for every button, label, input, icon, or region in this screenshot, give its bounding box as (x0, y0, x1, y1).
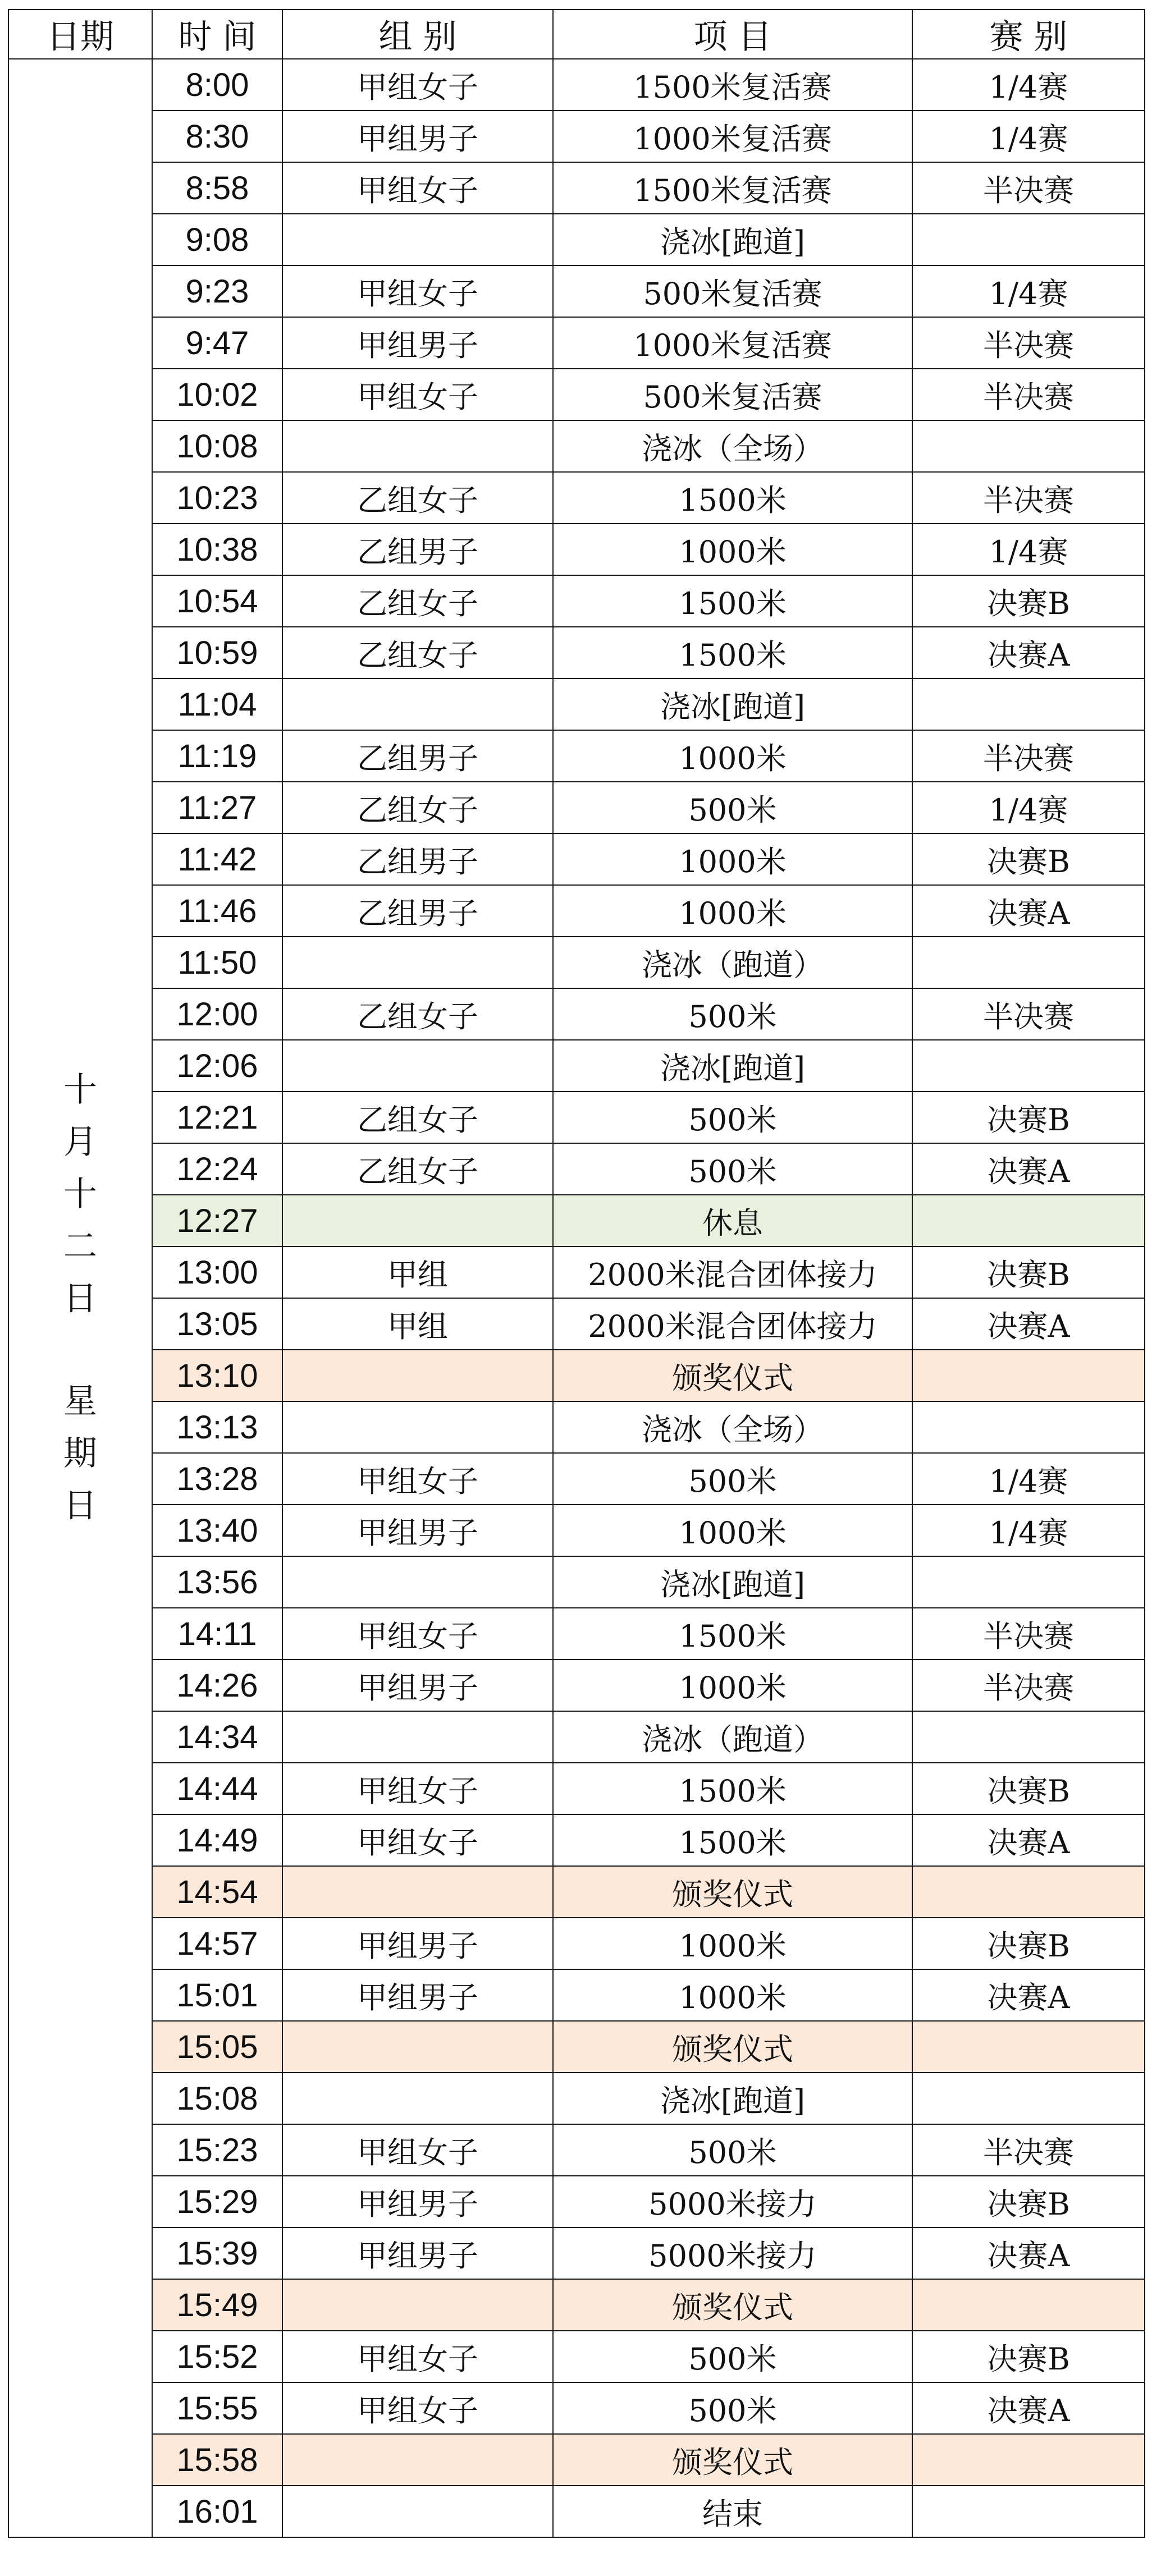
round-cell (912, 1040, 1145, 1092)
header-group: 组 别 (282, 10, 553, 59)
date-char: 月 (63, 1122, 97, 1162)
header-round: 赛 别 (912, 10, 1145, 59)
time-cell: 14:44 (152, 1763, 282, 1814)
group-cell: 乙组女子 (282, 1143, 553, 1195)
round-cell (912, 420, 1145, 472)
table-row (8, 420, 1145, 472)
table-row (8, 1969, 1145, 2021)
time-cell: 15:05 (152, 2021, 282, 2073)
round-cell: 决赛A (912, 2227, 1145, 2279)
event-cell: 颁奖仪式 (553, 1350, 912, 1401)
event-cell: 500米 (553, 782, 912, 833)
event-cell: 浇冰[跑道] (553, 2073, 912, 2124)
round-cell (912, 214, 1145, 265)
time-cell: 10:54 (152, 575, 282, 627)
table-row (8, 2021, 1145, 2073)
round-cell: 决赛B (912, 1918, 1145, 1969)
event-cell: 1000米 (553, 833, 912, 885)
table-row (8, 1143, 1145, 1195)
event-cell: 500米 (553, 2124, 912, 2176)
time-cell: 12:21 (152, 1092, 282, 1143)
time-cell: 12:06 (152, 1040, 282, 1092)
event-cell: 颁奖仪式 (553, 2279, 912, 2331)
table-row (8, 162, 1145, 214)
event-cell: 浇冰（全场） (553, 1401, 912, 1453)
date-char: 日 (63, 1279, 97, 1318)
header-event: 项 目 (553, 10, 912, 59)
group-cell: 甲组女子 (282, 2331, 553, 2382)
time-cell: 11:42 (152, 833, 282, 885)
round-cell: 半决赛 (912, 730, 1145, 782)
round-cell (912, 1556, 1145, 1608)
event-cell: 1000米 (553, 1505, 912, 1556)
table-row (8, 1711, 1145, 1763)
weekday-char: 日 (63, 1486, 97, 1525)
time-cell: 13:28 (152, 1453, 282, 1505)
event-cell: 浇冰[跑道] (553, 679, 912, 730)
table-row (8, 2434, 1145, 2486)
table-row (8, 1763, 1145, 1814)
round-cell: 1/4赛 (912, 111, 1145, 162)
group-cell (282, 937, 553, 988)
group-cell: 乙组男子 (282, 885, 553, 937)
round-cell: 决赛B (912, 1246, 1145, 1298)
group-cell: 乙组女子 (282, 1092, 553, 1143)
table-row (8, 214, 1145, 265)
group-cell: 甲组女子 (282, 2124, 553, 2176)
event-cell: 1000米复活赛 (553, 111, 912, 162)
round-cell: 决赛B (912, 575, 1145, 627)
round-cell: 半决赛 (912, 162, 1145, 214)
event-cell: 500米复活赛 (553, 265, 912, 317)
table-row (8, 317, 1145, 369)
group-cell: 乙组女子 (282, 472, 553, 524)
event-cell: 1000米 (553, 730, 912, 782)
group-cell: 甲组男子 (282, 1660, 553, 1711)
time-cell: 12:24 (152, 1143, 282, 1195)
round-cell: 决赛B (912, 2176, 1145, 2227)
time-cell: 9:08 (152, 214, 282, 265)
time-cell: 11:46 (152, 885, 282, 937)
table-row (8, 265, 1145, 317)
group-cell (282, 420, 553, 472)
table-row (8, 1453, 1145, 1505)
schedule-sheet (8, 9, 1144, 2538)
time-cell: 10:38 (152, 524, 282, 575)
date-cell (8, 59, 152, 2537)
time-cell: 11:50 (152, 937, 282, 988)
group-cell: 甲组 (282, 1246, 553, 1298)
table-row (8, 679, 1145, 730)
table-row (8, 1660, 1145, 1711)
time-cell: 14:57 (152, 1918, 282, 1969)
table-row (8, 885, 1145, 937)
round-cell: 决赛B (912, 1092, 1145, 1143)
time-cell: 13:00 (152, 1246, 282, 1298)
group-cell (282, 1711, 553, 1763)
event-cell: 500米复活赛 (553, 369, 912, 420)
event-cell: 1500米 (553, 1814, 912, 1866)
time-cell: 13:13 (152, 1401, 282, 1453)
group-cell: 甲组女子 (282, 162, 553, 214)
table-row (8, 472, 1145, 524)
round-cell (912, 2486, 1145, 2537)
time-cell: 10:23 (152, 472, 282, 524)
event-cell: 1500米 (553, 472, 912, 524)
time-cell: 14:54 (152, 1866, 282, 1918)
time-cell: 15:39 (152, 2227, 282, 2279)
group-cell: 甲组女子 (282, 1608, 553, 1660)
group-cell: 甲组男子 (282, 2227, 553, 2279)
event-cell: 1500米 (553, 1608, 912, 1660)
round-cell: 半决赛 (912, 1608, 1145, 1660)
header-date: 日期 (8, 10, 152, 59)
round-cell: 半决赛 (912, 472, 1145, 524)
round-cell: 半决赛 (912, 1660, 1145, 1711)
table-row (8, 59, 1145, 111)
group-cell: 乙组女子 (282, 782, 553, 833)
group-cell: 乙组男子 (282, 524, 553, 575)
time-cell: 13:10 (152, 1350, 282, 1401)
round-cell (912, 679, 1145, 730)
round-cell: 决赛A (912, 1969, 1145, 2021)
event-cell: 1500米 (553, 1763, 912, 1814)
group-cell: 甲组女子 (282, 1763, 553, 1814)
round-cell (912, 2073, 1145, 2124)
time-cell: 11:19 (152, 730, 282, 782)
round-cell: 决赛A (912, 885, 1145, 937)
round-cell (912, 2021, 1145, 2073)
event-cell: 1000米 (553, 885, 912, 937)
round-cell (912, 2279, 1145, 2331)
round-cell: 1/4赛 (912, 524, 1145, 575)
time-cell: 16:01 (152, 2486, 282, 2537)
event-cell: 1000米 (553, 524, 912, 575)
group-cell (282, 1556, 553, 1608)
group-cell: 甲组男子 (282, 317, 553, 369)
table-row (8, 937, 1145, 988)
event-cell: 500米 (553, 2382, 912, 2434)
round-cell: 决赛A (912, 627, 1145, 679)
event-cell: 颁奖仪式 (553, 2434, 912, 2486)
time-cell: 11:27 (152, 782, 282, 833)
table-row (8, 2331, 1145, 2382)
table-row (8, 1556, 1145, 1608)
group-cell (282, 2279, 553, 2331)
round-cell: 1/4赛 (912, 59, 1145, 111)
round-cell: 1/4赛 (912, 265, 1145, 317)
event-cell: 2000米混合团体接力 (553, 1246, 912, 1298)
round-cell: 决赛B (912, 2331, 1145, 2382)
round-cell: 半决赛 (912, 369, 1145, 420)
group-cell: 甲组男子 (282, 1505, 553, 1556)
schedule-table (8, 9, 1145, 2538)
round-cell (912, 1866, 1145, 1918)
event-cell: 1000米 (553, 1969, 912, 2021)
time-cell: 8:30 (152, 111, 282, 162)
event-cell: 500米 (553, 988, 912, 1040)
group-cell: 乙组女子 (282, 575, 553, 627)
group-cell: 甲组 (282, 1298, 553, 1350)
event-cell: 5000米接力 (553, 2176, 912, 2227)
time-cell: 15:23 (152, 2124, 282, 2176)
event-cell: 500米 (553, 1453, 912, 1505)
time-cell: 15:01 (152, 1969, 282, 2021)
round-cell: 半决赛 (912, 2124, 1145, 2176)
round-cell: 1/4赛 (912, 782, 1145, 833)
round-cell: 决赛B (912, 1763, 1145, 1814)
event-cell: 浇冰（全场） (553, 420, 912, 472)
table-row (8, 1505, 1145, 1556)
time-cell: 14:11 (152, 1608, 282, 1660)
time-cell: 13:56 (152, 1556, 282, 1608)
round-cell: 半决赛 (912, 317, 1145, 369)
date-char: 二 (63, 1227, 97, 1266)
time-cell: 10:08 (152, 420, 282, 472)
time-cell: 15:49 (152, 2279, 282, 2331)
date-char: 十 (63, 1070, 97, 1110)
table-row (8, 1195, 1145, 1246)
event-cell: 颁奖仪式 (553, 1866, 912, 1918)
table-row (8, 2227, 1145, 2279)
header-row (8, 10, 1145, 59)
event-cell: 500米 (553, 1143, 912, 1195)
table-row (8, 1246, 1145, 1298)
group-cell: 甲组男子 (282, 1969, 553, 2021)
time-cell: 13:05 (152, 1298, 282, 1350)
round-cell: 决赛A (912, 1814, 1145, 1866)
event-cell: 颁奖仪式 (553, 2021, 912, 2073)
group-cell (282, 2073, 553, 2124)
group-cell (282, 1350, 553, 1401)
table-row (8, 2124, 1145, 2176)
group-cell: 甲组女子 (282, 1814, 553, 1866)
table-row (8, 782, 1145, 833)
table-row (8, 833, 1145, 885)
weekday-char: 星 (63, 1382, 97, 1421)
table-row (8, 111, 1145, 162)
group-cell (282, 1866, 553, 1918)
table-row (8, 1918, 1145, 1969)
date-char: 十 (63, 1175, 97, 1214)
event-cell: 浇冰[跑道] (553, 1556, 912, 1608)
event-cell: 5000米接力 (553, 2227, 912, 2279)
table-row (8, 524, 1145, 575)
round-cell: 决赛B (912, 833, 1145, 885)
event-cell: 1500米复活赛 (553, 59, 912, 111)
time-cell: 15:29 (152, 2176, 282, 2227)
event-cell: 500米 (553, 1092, 912, 1143)
group-cell: 甲组女子 (282, 265, 553, 317)
table-row (8, 1350, 1145, 1401)
time-cell: 10:59 (152, 627, 282, 679)
table-row (8, 2486, 1145, 2537)
table-row (8, 988, 1145, 1040)
table-row (8, 369, 1145, 420)
group-cell: 甲组女子 (282, 369, 553, 420)
table-row (8, 1298, 1145, 1350)
table-row (8, 2073, 1145, 2124)
schedule-body (8, 59, 1145, 2537)
weekday-char: 期 (63, 1434, 97, 1473)
table-row (8, 1401, 1145, 1453)
date-vertical-text (9, 1064, 152, 1532)
time-cell: 8:58 (152, 162, 282, 214)
table-row (8, 627, 1145, 679)
time-cell: 13:40 (152, 1505, 282, 1556)
event-cell: 浇冰[跑道] (553, 1040, 912, 1092)
header-time: 时 间 (152, 10, 282, 59)
time-cell: 14:34 (152, 1711, 282, 1763)
group-cell: 乙组女子 (282, 627, 553, 679)
group-cell: 甲组女子 (282, 2382, 553, 2434)
group-cell: 甲组女子 (282, 59, 553, 111)
group-cell (282, 1195, 553, 1246)
group-cell: 乙组男子 (282, 730, 553, 782)
group-cell: 甲组男子 (282, 2176, 553, 2227)
event-cell: 1000米复活赛 (553, 317, 912, 369)
time-cell: 12:00 (152, 988, 282, 1040)
table-row (8, 1866, 1145, 1918)
time-cell: 15:55 (152, 2382, 282, 2434)
time-cell: 11:04 (152, 679, 282, 730)
group-cell: 甲组男子 (282, 1918, 553, 1969)
round-cell (912, 2434, 1145, 2486)
round-cell: 决赛A (912, 1143, 1145, 1195)
table-row (8, 575, 1145, 627)
table-row (8, 730, 1145, 782)
round-cell: 半决赛 (912, 988, 1145, 1040)
round-cell (912, 1401, 1145, 1453)
table-row (8, 1092, 1145, 1143)
event-cell: 1000米 (553, 1918, 912, 1969)
group-cell (282, 214, 553, 265)
event-cell: 2000米混合团体接力 (553, 1298, 912, 1350)
table-row (8, 1040, 1145, 1092)
table-row (8, 2279, 1145, 2331)
group-cell (282, 2021, 553, 2073)
round-cell (912, 1350, 1145, 1401)
event-cell: 1500米 (553, 627, 912, 679)
group-cell: 乙组女子 (282, 988, 553, 1040)
time-cell: 8:00 (152, 59, 282, 111)
time-cell: 14:49 (152, 1814, 282, 1866)
event-cell: 1500米复活赛 (553, 162, 912, 214)
event-cell: 浇冰[跑道] (553, 214, 912, 265)
group-cell (282, 1401, 553, 1453)
round-cell (912, 1711, 1145, 1763)
event-cell: 休息 (553, 1195, 912, 1246)
time-cell: 9:23 (152, 265, 282, 317)
table-row (8, 1608, 1145, 1660)
time-cell: 15:08 (152, 2073, 282, 2124)
table-row (8, 2382, 1145, 2434)
time-cell: 14:26 (152, 1660, 282, 1711)
round-cell: 1/4赛 (912, 1453, 1145, 1505)
group-cell (282, 2434, 553, 2486)
table-row (8, 2176, 1145, 2227)
table-row (8, 1814, 1145, 1866)
group-cell (282, 1040, 553, 1092)
time-cell: 10:02 (152, 369, 282, 420)
round-cell: 决赛A (912, 1298, 1145, 1350)
event-cell: 浇冰（跑道） (553, 1711, 912, 1763)
time-cell: 15:52 (152, 2331, 282, 2382)
event-cell: 1000米 (553, 1660, 912, 1711)
event-cell: 500米 (553, 2331, 912, 2382)
event-cell: 1500米 (553, 575, 912, 627)
time-cell: 9:47 (152, 317, 282, 369)
event-cell: 结束 (553, 2486, 912, 2537)
round-cell (912, 1195, 1145, 1246)
group-cell: 甲组女子 (282, 1453, 553, 1505)
round-cell: 1/4赛 (912, 1505, 1145, 1556)
round-cell (912, 937, 1145, 988)
event-cell: 浇冰（跑道） (553, 937, 912, 988)
round-cell: 决赛A (912, 2382, 1145, 2434)
group-cell (282, 679, 553, 730)
group-cell (282, 2486, 553, 2537)
group-cell: 乙组男子 (282, 833, 553, 885)
group-cell: 甲组男子 (282, 111, 553, 162)
time-cell: 12:27 (152, 1195, 282, 1246)
time-cell: 15:58 (152, 2434, 282, 2486)
